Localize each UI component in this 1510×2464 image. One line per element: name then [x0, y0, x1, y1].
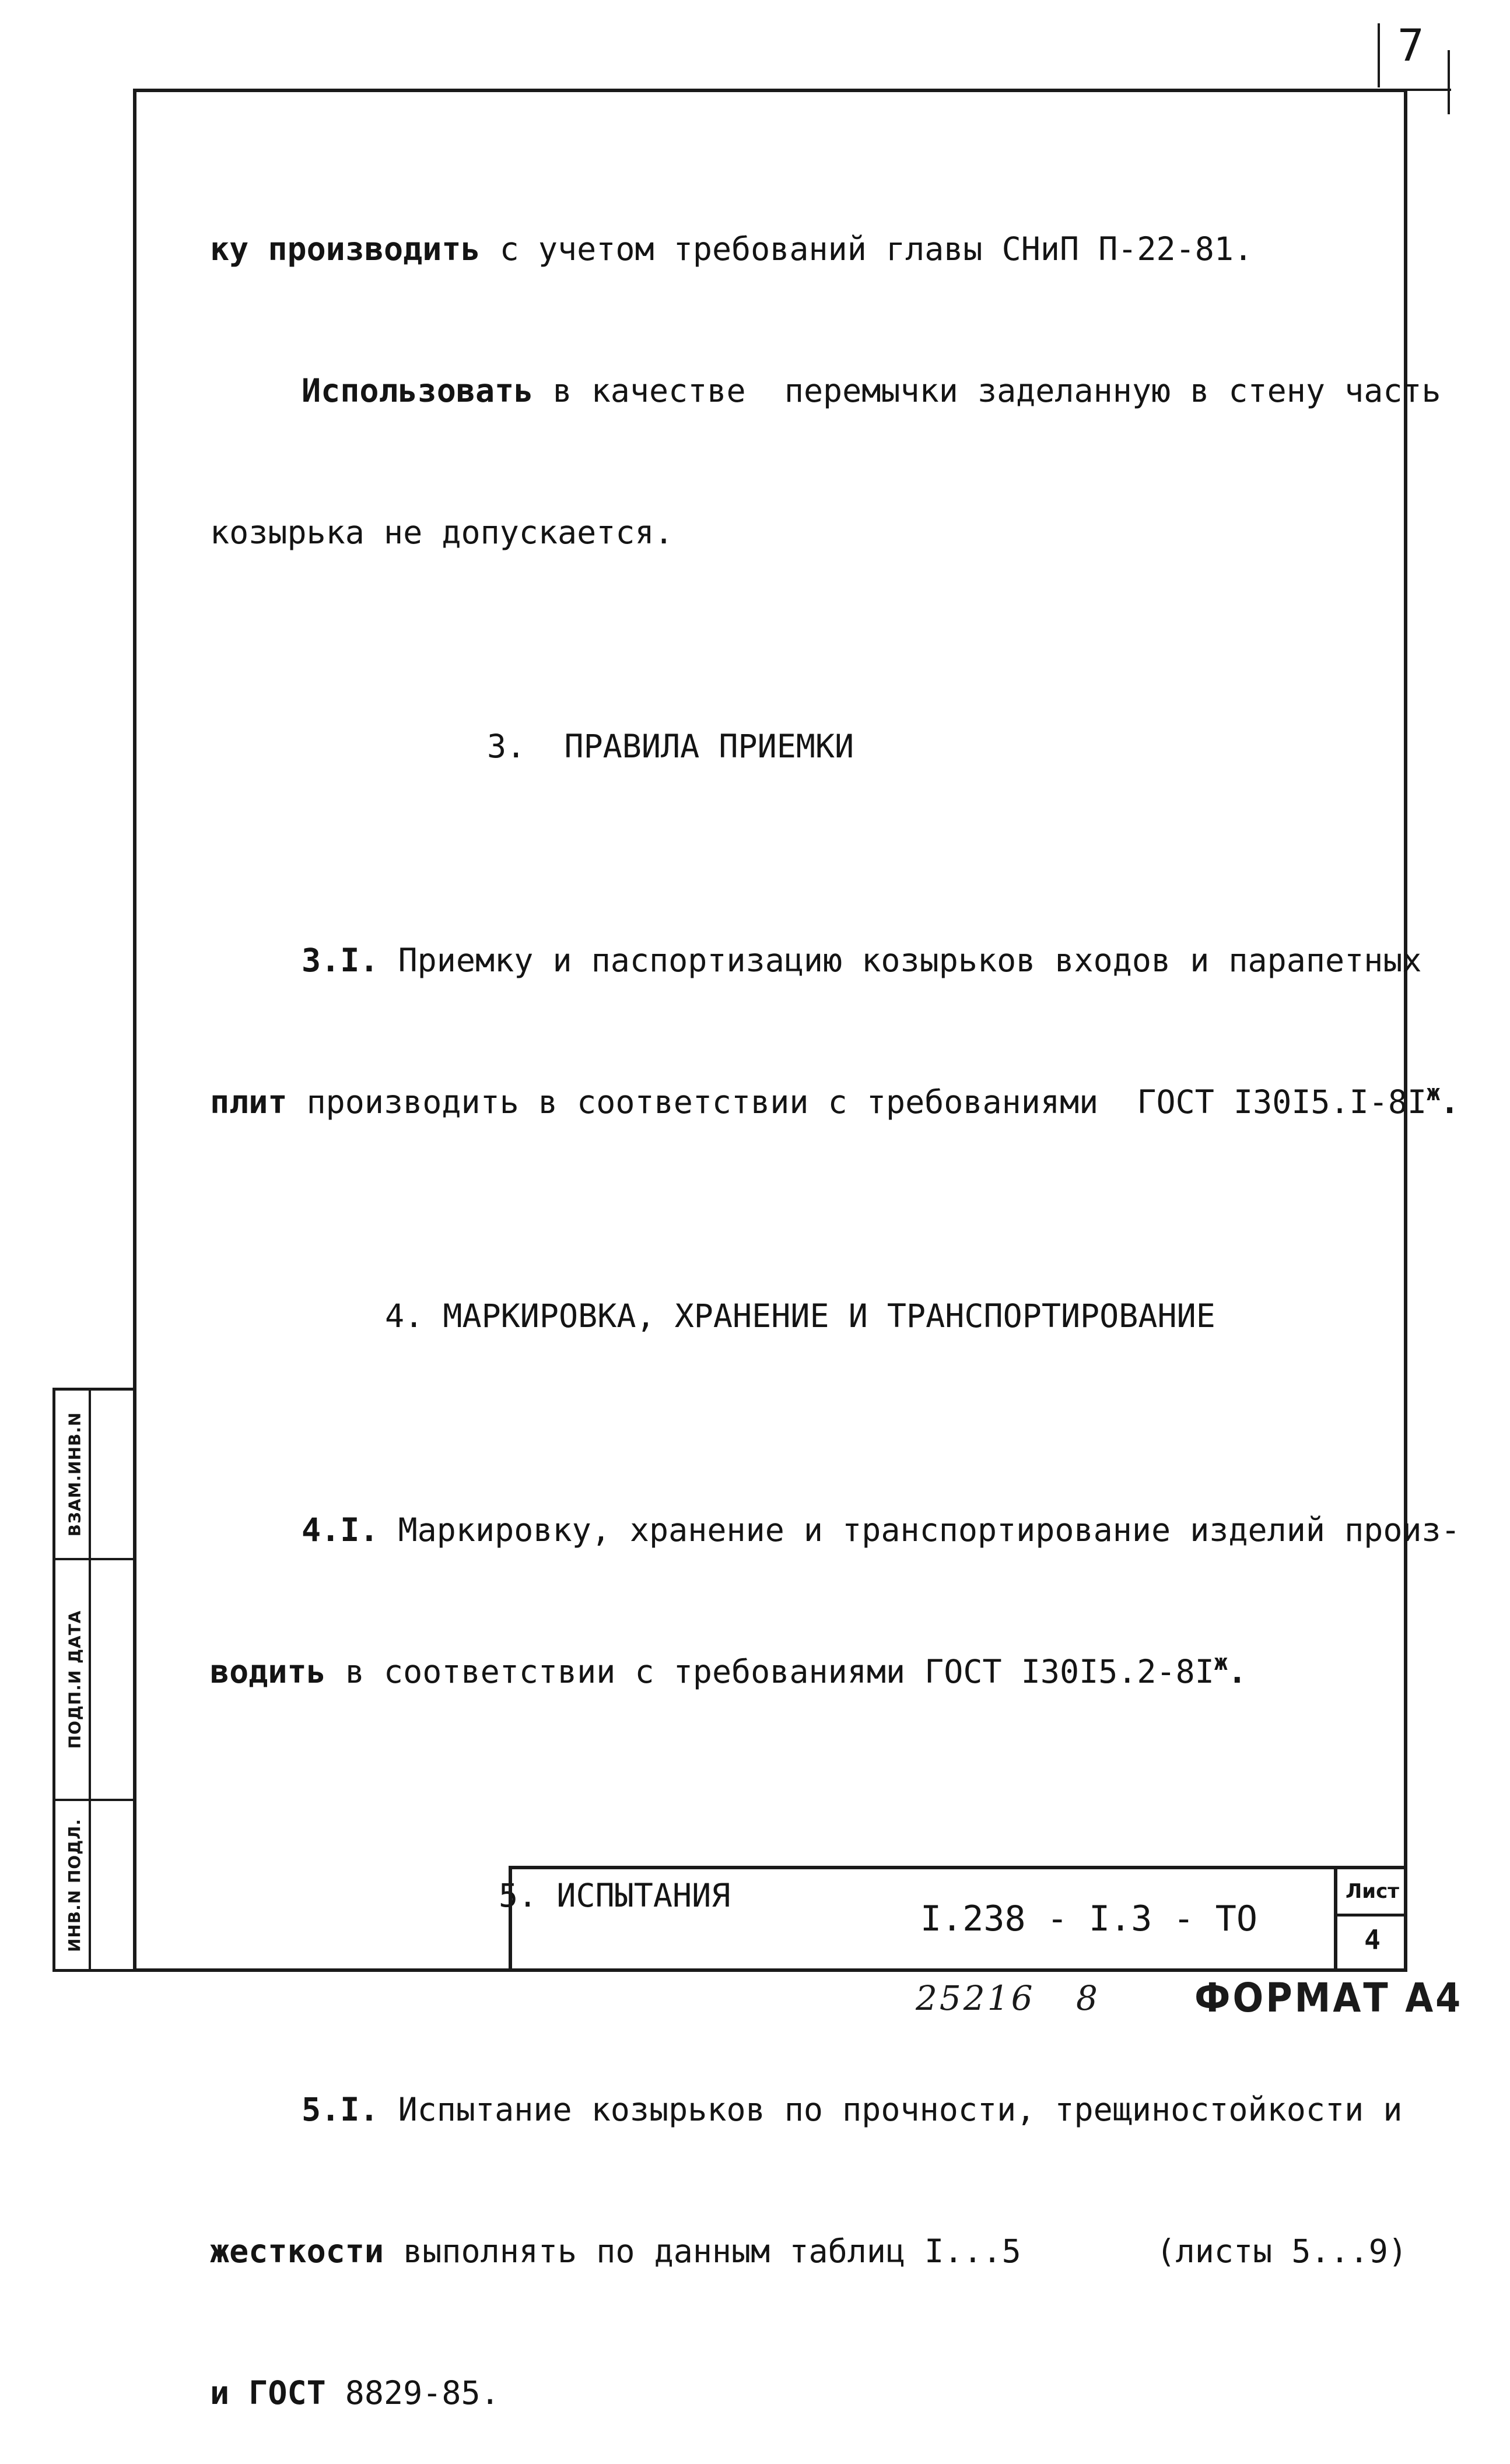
paragraph-line [210, 937, 1422, 984]
paragraph-line: козырька не допускается. [210, 514, 674, 551]
format-label: ФОРМАТ А4 [1194, 1974, 1463, 2021]
body-text: Испытание козырьков по прочности, трещиностойкости и [379, 2091, 1403, 2128]
bold-text: ку производить [210, 230, 481, 268]
original-inventory-label: ИНВ.N ПОДЛ. [65, 1818, 85, 1952]
corner-tick-right [1448, 50, 1450, 114]
paragraph-line [210, 367, 1441, 415]
section-5-heading: 5. ИСПЫТАНИЯ [499, 1877, 731, 1914]
document-body [210, 131, 1460, 2464]
paragraph-line [210, 1507, 1460, 1554]
sheet-label: Лист [1346, 1880, 1399, 1903]
clause-number: 3.I. [302, 942, 379, 979]
section-4-heading: 4. МАРКИРОВКА, ХРАНЕНИЕ И ТРАНСПОРТИРОВАНИЕ [385, 1297, 1215, 1335]
body-text: с учетом требований главы СНиП П-22-81. [480, 230, 1253, 268]
body-text: в соответствии с требованиями ГОСТ I30I5.2-8I [325, 1653, 1214, 1690]
side-stamp-label [60, 1560, 89, 1799]
paragraph-line [210, 2228, 1407, 2275]
section-heading [210, 1293, 1376, 1340]
bold-text: водить [210, 1653, 326, 1690]
paragraph-line [210, 2370, 1376, 2417]
document-code: I.238 - I.3 - ТО [920, 1898, 1257, 1939]
body-text: Маркировку, хранение и транспортирование изделий произ- [379, 1511, 1460, 1549]
period: . [1227, 1653, 1247, 1690]
handwritten-number: 25216 [916, 1978, 1035, 2018]
page-number: 7 [1397, 19, 1424, 71]
section-heading [210, 723, 1376, 770]
corner-tick-vertical [1378, 23, 1380, 87]
paragraph-line [210, 1079, 1460, 1126]
sheet-box [1334, 1869, 1407, 1972]
bold-text: жесткости [210, 2233, 384, 2270]
paragraph-line [210, 226, 1376, 273]
side-stamp-label [60, 1801, 89, 1969]
paragraph-line [210, 1648, 1376, 1696]
side-stamp-label [60, 1391, 89, 1558]
sheet-divider [1337, 1914, 1407, 1917]
paragraph-line [210, 2086, 1403, 2133]
side-stamp [52, 1388, 133, 1972]
signature-date-label: ПОДП.И ДАТА [65, 1610, 85, 1749]
handwritten-copy: 8 [1076, 1978, 1098, 2018]
body-text: Приемку и паспортизацию козырьков входов и парапетных [379, 942, 1422, 979]
bold-text: Использовать [302, 372, 534, 409]
body-text: выполнять по данным таблиц I...5 (листы 5...9) [384, 2233, 1407, 2270]
asterisk-mark: ж [1214, 1649, 1228, 1675]
body-text: производить в соответствии с требованиями ГОСТ I30I5.I-8I [287, 1083, 1427, 1121]
period: . [1440, 1083, 1460, 1121]
section-3-heading: 3. ПРАВИЛА ПРИЕМКИ [487, 728, 854, 765]
body-text: в качестве перемычки заделанную в стену часть [533, 372, 1441, 409]
bold-text: плит [210, 1083, 288, 1121]
title-block [509, 1866, 1407, 1972]
clause-number: 4.I. [302, 1511, 379, 1549]
clause-number: 5.I. [302, 2091, 379, 2128]
replaced-inventory-label: ВЗАМ.ИНВ.N [65, 1412, 85, 1537]
body-text: 8829-85. [325, 2374, 500, 2412]
bold-text: и ГОСТ [210, 2374, 326, 2412]
sheet-number: 4 [1364, 1924, 1381, 1956]
asterisk-mark: ж [1427, 1080, 1440, 1105]
